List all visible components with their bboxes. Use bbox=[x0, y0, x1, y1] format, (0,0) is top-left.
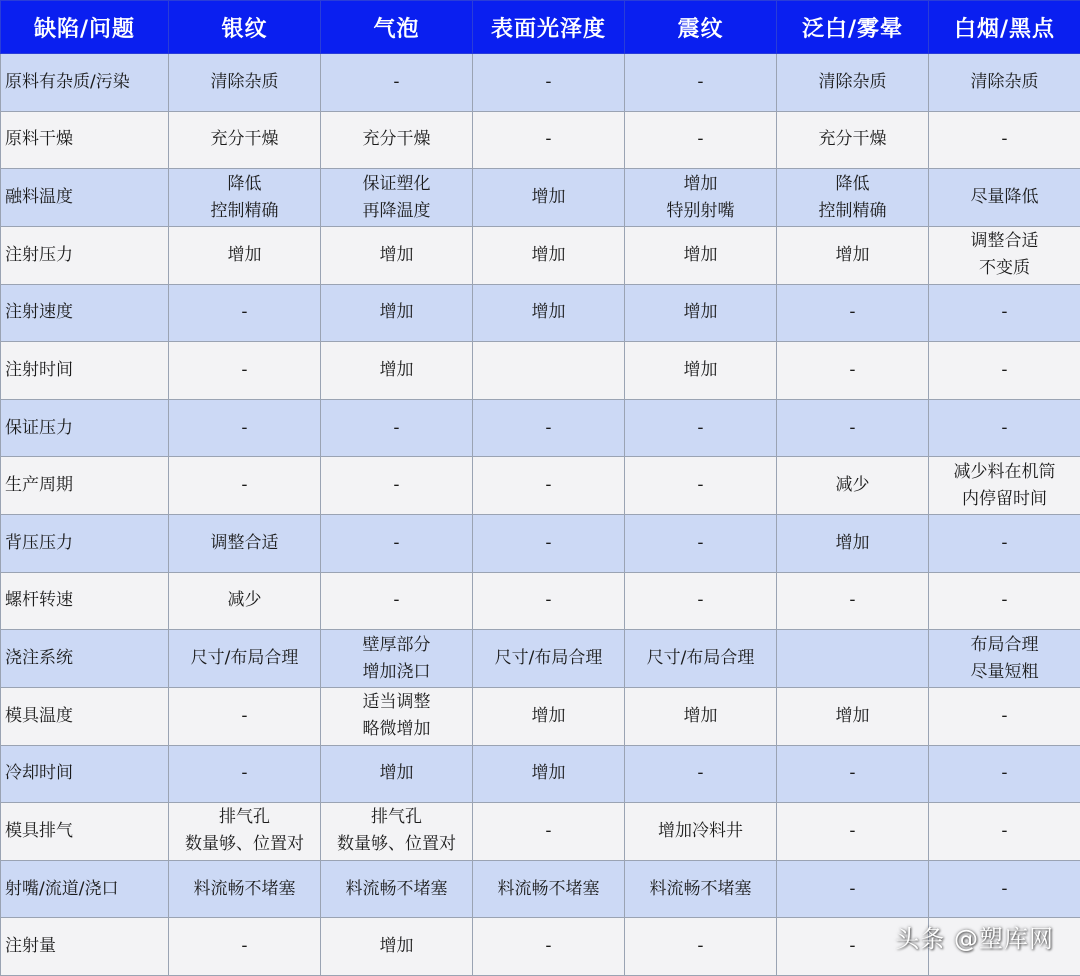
table-row bbox=[1, 54, 1080, 112]
table-cell: - bbox=[777, 399, 929, 457]
table-cell: - bbox=[929, 111, 1080, 169]
watermark: 头条 @塑库网 bbox=[895, 925, 1054, 953]
table-row bbox=[1, 111, 1080, 169]
table-cell: - bbox=[473, 54, 625, 112]
table-cell: - bbox=[777, 860, 929, 918]
row-label: 背压压力 bbox=[1, 515, 169, 573]
table-cell: 增加冷料井 bbox=[625, 803, 777, 861]
header-cell: 气泡 bbox=[321, 1, 473, 54]
table-cell: 增加 bbox=[321, 918, 473, 976]
table-cell: 调整合适 bbox=[169, 515, 321, 573]
table-cell: 增加 bbox=[169, 226, 321, 284]
table-cell: 尽量降低 bbox=[929, 169, 1080, 227]
table-cell: - bbox=[929, 399, 1080, 457]
table-cell: 壁厚部分 增加浇口 bbox=[321, 630, 473, 688]
table-cell: - bbox=[777, 572, 929, 630]
table-cell: - bbox=[169, 918, 321, 976]
table-cell: 增加 bbox=[777, 687, 929, 745]
table-cell: - bbox=[169, 342, 321, 400]
table-cell: - bbox=[929, 803, 1080, 861]
table-cell: 增加 bbox=[321, 342, 473, 400]
table-cell: 排气孔 数量够、位置对 bbox=[169, 803, 321, 861]
table-cell: - bbox=[321, 457, 473, 515]
table-cell: 充分干燥 bbox=[169, 111, 321, 169]
table-cell: - bbox=[473, 572, 625, 630]
table-cell: 增加 bbox=[625, 226, 777, 284]
table-cell: - bbox=[473, 399, 625, 457]
table-cell: 充分干燥 bbox=[777, 111, 929, 169]
table-cell: - bbox=[777, 745, 929, 803]
table-cell: 清除杂质 bbox=[929, 54, 1080, 112]
table-cell bbox=[777, 630, 929, 688]
table-cell: - bbox=[169, 457, 321, 515]
table-cell: - bbox=[473, 803, 625, 861]
table-cell: 料流畅不堵塞 bbox=[625, 860, 777, 918]
row-label: 保证压力 bbox=[1, 399, 169, 457]
table-cell: 料流畅不堵塞 bbox=[473, 860, 625, 918]
header-cell: 白烟/黑点 bbox=[929, 1, 1080, 54]
table-cell: 降低 控制精确 bbox=[777, 169, 929, 227]
header-cell: 银纹 bbox=[169, 1, 321, 54]
table-cell: - bbox=[777, 342, 929, 400]
table-cell: 布局合理 尽量短粗 bbox=[929, 630, 1080, 688]
table-row bbox=[1, 803, 1080, 861]
table-cell: 料流畅不堵塞 bbox=[321, 860, 473, 918]
table-row bbox=[1, 745, 1080, 803]
table-cell: - bbox=[321, 54, 473, 112]
table-cell: - bbox=[929, 515, 1080, 573]
table-cell: - bbox=[473, 515, 625, 573]
header-cell: 表面光泽度 bbox=[473, 1, 625, 54]
header-cell: 泛白/雾晕 bbox=[777, 1, 929, 54]
table-cell: - bbox=[321, 515, 473, 573]
row-label: 原料干燥 bbox=[1, 111, 169, 169]
table-cell: - bbox=[777, 918, 929, 976]
table-cell: 清除杂质 bbox=[169, 54, 321, 112]
table-cell: - bbox=[929, 284, 1080, 342]
table-cell: - bbox=[777, 803, 929, 861]
table-cell: 增加 bbox=[473, 745, 625, 803]
table-cell: - bbox=[625, 515, 777, 573]
table-cell: 增加 bbox=[473, 687, 625, 745]
row-label: 射嘴/流道/浇口 bbox=[1, 860, 169, 918]
table-row bbox=[1, 572, 1080, 630]
row-label: 注射速度 bbox=[1, 284, 169, 342]
table-cell: - bbox=[321, 399, 473, 457]
table-cell: - bbox=[625, 399, 777, 457]
table-cell: 增加 bbox=[625, 687, 777, 745]
table-cell: - bbox=[929, 572, 1080, 630]
table-cell: - bbox=[169, 745, 321, 803]
table-row bbox=[1, 342, 1080, 400]
table-cell: 增加 bbox=[321, 284, 473, 342]
table-cell: 排气孔 数量够、位置对 bbox=[321, 803, 473, 861]
table-cell: - bbox=[929, 745, 1080, 803]
table-cell: - bbox=[929, 342, 1080, 400]
table-cell: 尺寸/布局合理 bbox=[473, 630, 625, 688]
table-cell: - bbox=[625, 572, 777, 630]
table-row bbox=[1, 399, 1080, 457]
table-cell: - bbox=[625, 54, 777, 112]
row-label: 冷却时间 bbox=[1, 745, 169, 803]
table-cell: 充分干燥 bbox=[321, 111, 473, 169]
table-cell: 减少 bbox=[777, 457, 929, 515]
table-cell: 调整合适 不变质 bbox=[929, 226, 1080, 284]
row-label: 浇注系统 bbox=[1, 630, 169, 688]
table-row bbox=[1, 284, 1080, 342]
table-cell: 增加 特别射嘴 bbox=[625, 169, 777, 227]
table-cell: - bbox=[473, 918, 625, 976]
table-cell: 保证塑化 再降温度 bbox=[321, 169, 473, 227]
table-cell: 增加 bbox=[473, 226, 625, 284]
table-cell: - bbox=[473, 111, 625, 169]
table-cell: - bbox=[777, 284, 929, 342]
row-label: 螺杆转速 bbox=[1, 572, 169, 630]
table-cell bbox=[473, 342, 625, 400]
table-body bbox=[1, 54, 1080, 976]
table-cell: 尺寸/布局合理 bbox=[625, 630, 777, 688]
row-label: 模具温度 bbox=[1, 687, 169, 745]
table-header-row bbox=[1, 1, 1080, 54]
table-cell: - bbox=[169, 399, 321, 457]
header-cell: 震纹 bbox=[625, 1, 777, 54]
table-cell: - bbox=[473, 457, 625, 515]
table-cell: 适当调整 略微增加 bbox=[321, 687, 473, 745]
table-row bbox=[1, 515, 1080, 573]
table-cell: 减少料在机筒 内停留时间 bbox=[929, 457, 1080, 515]
table-cell: 增加 bbox=[777, 515, 929, 573]
row-label: 生产周期 bbox=[1, 457, 169, 515]
table-cell: - bbox=[321, 572, 473, 630]
table-cell: 增加 bbox=[473, 169, 625, 227]
table-cell: 增加 bbox=[625, 342, 777, 400]
table-cell: 增加 bbox=[321, 745, 473, 803]
table-row bbox=[1, 457, 1080, 515]
row-label: 注射量 bbox=[1, 918, 169, 976]
row-label: 模具排气 bbox=[1, 803, 169, 861]
row-label: 注射压力 bbox=[1, 226, 169, 284]
table-cell: 降低 控制精确 bbox=[169, 169, 321, 227]
table-row bbox=[1, 226, 1080, 284]
table-cell: - bbox=[169, 284, 321, 342]
header-cell-defect: 缺陷/问题 bbox=[1, 1, 169, 54]
table-row bbox=[1, 630, 1080, 688]
table-cell: - bbox=[625, 457, 777, 515]
table-cell: - bbox=[625, 745, 777, 803]
table-cell: - bbox=[929, 687, 1080, 745]
row-label: 注射时间 bbox=[1, 342, 169, 400]
row-label: 融料温度 bbox=[1, 169, 169, 227]
table-cell: - bbox=[929, 860, 1080, 918]
table-cell: 尺寸/布局合理 bbox=[169, 630, 321, 688]
table-cell: 增加 bbox=[321, 226, 473, 284]
table-cell: 增加 bbox=[777, 226, 929, 284]
table-cell: 增加 bbox=[473, 284, 625, 342]
table-cell: 清除杂质 bbox=[777, 54, 929, 112]
table-row bbox=[1, 169, 1080, 227]
table-cell: - bbox=[169, 687, 321, 745]
table-cell: 增加 bbox=[625, 284, 777, 342]
table-cell: - bbox=[625, 111, 777, 169]
table-row bbox=[1, 687, 1080, 745]
table-row bbox=[1, 860, 1080, 918]
table-cell: 减少 bbox=[169, 572, 321, 630]
table-cell: - bbox=[625, 918, 777, 976]
row-label: 原料有杂质/污染 bbox=[1, 54, 169, 112]
table-cell: 料流畅不堵塞 bbox=[169, 860, 321, 918]
